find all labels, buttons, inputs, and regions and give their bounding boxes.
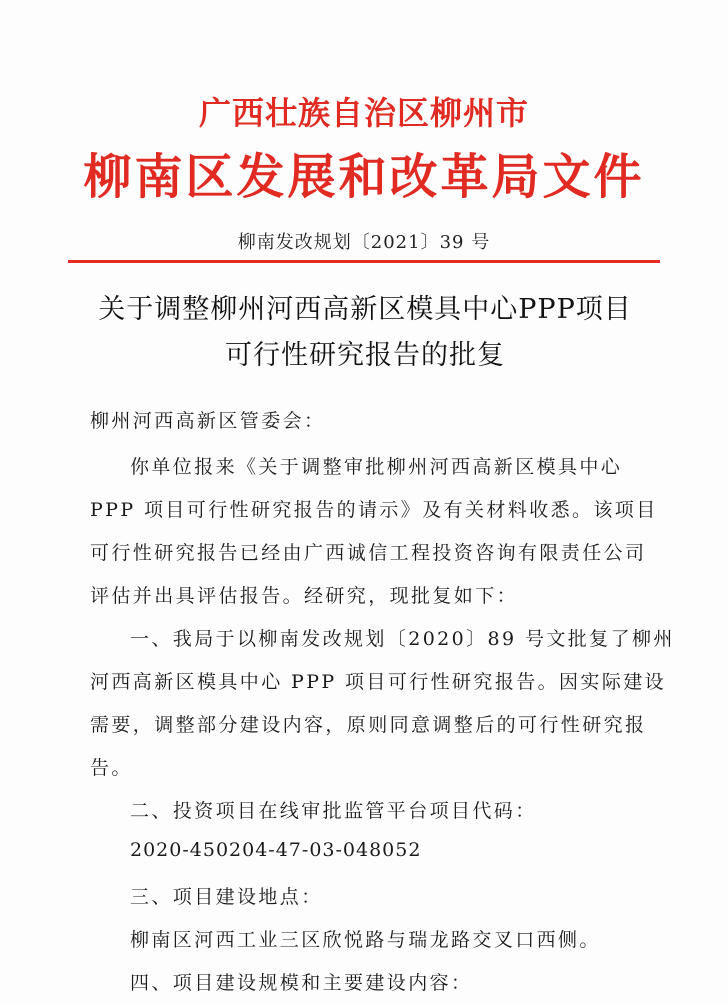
body-line: 河西高新区模具中心 PPP 项目可行性研究报告。因实际建设 [90,671,667,693]
title-line-2: 可行性研究报告的批复 [225,340,505,371]
body-line: 需要，调整部分建设内容，原则同意调整后的可行性研究报 [90,714,647,736]
project-code: 2020-450204-47-03-048052 [130,839,422,861]
title-line-1: 关于调整柳州河西高新区模具中心PPP项目 [98,294,632,325]
body-line: PPP 项目可行性研究报告的请示》及有关材料收悉。该项目 [90,499,658,521]
body-line: 三、项目建设地点： [130,886,323,908]
document-number: 柳南发改规划〔2021〕39 号 [237,232,491,253]
body-line: 可行性研究报告已经由广西诚信工程投资咨询有限责任公司 [90,542,647,564]
red-separator-rule [68,260,660,263]
body-line: 二、投资项目在线审批监管平台项目代码： [130,800,537,822]
body-line: 柳南区河西工业三区欣悦路与瑞龙路交叉口西侧。 [130,929,601,951]
body-line: 你单位报来《关于调整审批柳州河西高新区模具中心 [130,456,623,478]
issuer-line-2: 柳南区发展和改革局文件 [83,149,645,205]
body-line: 四、项目建设规模和主要建设内容： [130,972,473,994]
issuer-line-1: 广西壮族自治区柳州市 [198,94,529,132]
body-line: 告。 [90,757,133,779]
body-line: 一、我局于以柳南发改规划〔2020〕89 号文批复了柳州 [130,628,675,650]
body-line: 评估并出具评估报告。经研究，现批复如下： [90,585,519,607]
salutation: 柳州河西高新区管委会： [90,410,326,432]
